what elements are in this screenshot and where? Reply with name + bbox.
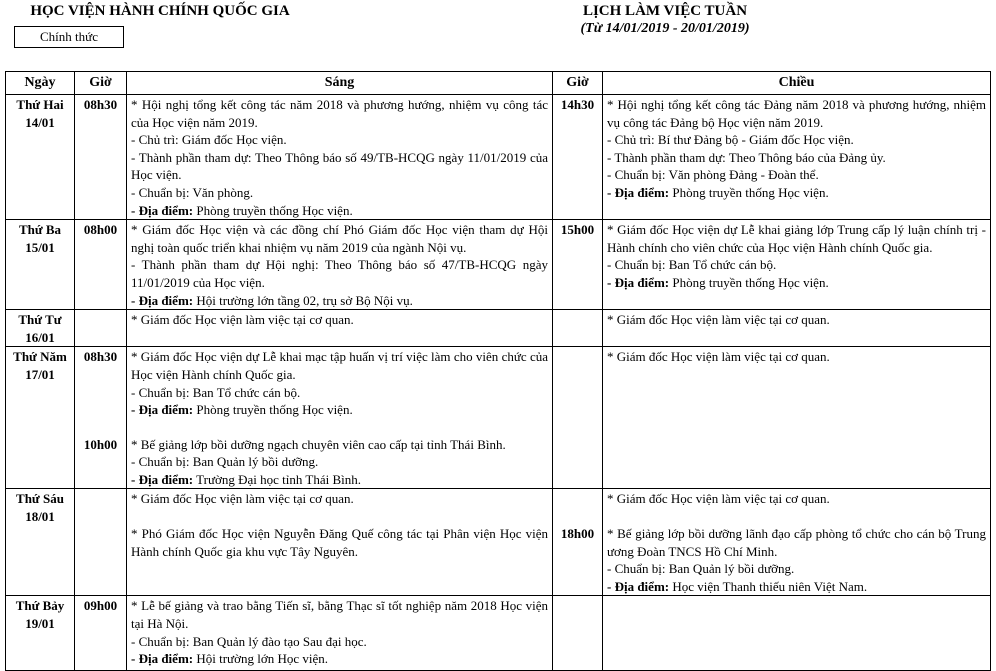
column-header-afternoon: Chiều xyxy=(603,72,991,95)
afternoon-cell xyxy=(603,489,991,596)
location-value: Phòng truyền thống Học viện. xyxy=(193,402,353,418)
status-badge: Chính thức xyxy=(14,26,124,48)
afternoon-cell xyxy=(603,220,991,310)
location-value: Hội trường lớn Học viện. xyxy=(193,651,328,667)
time-cell: 09h00 xyxy=(75,596,127,671)
event-location xyxy=(131,471,548,489)
day-date: 17/01 xyxy=(25,366,55,382)
spacer xyxy=(79,366,122,436)
day-name: Thứ Tư xyxy=(18,312,62,328)
event-title: * Giám đốc Học viện làm việc tại cơ quan. xyxy=(131,491,354,507)
afternoon-cell xyxy=(603,596,991,671)
day-name: Thứ Ba xyxy=(18,222,62,238)
event-location xyxy=(131,401,548,419)
event-detail: - Chuẩn bị: Ban Quản lý đào tạo Sau đại học. xyxy=(131,633,367,649)
spacer xyxy=(607,508,986,525)
morning-cell xyxy=(127,489,553,596)
time-value: 08h30 xyxy=(83,349,118,365)
event-location xyxy=(131,650,548,668)
spacer xyxy=(131,419,548,436)
location-label: - Địa điểm: xyxy=(131,402,194,418)
event-location xyxy=(607,184,986,202)
location-value: Phòng truyền thống Học viện. xyxy=(669,184,829,200)
event-title: * Giám đốc Học viện làm việc tại cơ quan. xyxy=(131,312,354,328)
location-value: Hội trường lớn tầng 02, trụ sở Bộ Nội vụ. xyxy=(193,292,413,308)
day-date: 14/01 xyxy=(25,114,55,130)
table-row xyxy=(6,310,991,347)
table-row xyxy=(6,489,991,596)
event-detail: - Thành phần tham dự: Theo Thông báo số 49/TB-HCQG ngày 11/01/2019 của Học viện. xyxy=(131,149,548,183)
day-date: 19/01 xyxy=(25,616,55,632)
time-cell xyxy=(553,596,603,671)
day-name: Thứ Năm xyxy=(13,349,67,365)
morning-cell xyxy=(127,310,553,347)
day-cell xyxy=(6,220,75,310)
morning-cell xyxy=(127,596,553,671)
event-location xyxy=(607,274,986,292)
event-detail: - Chuẩn bị: Ban Tổ chức cán bộ. xyxy=(607,257,777,273)
day-cell xyxy=(6,347,75,489)
event-detail: - Chuẩn bị: Ban Quản lý bồi dưỡng. xyxy=(607,561,795,577)
day-date: 16/01 xyxy=(25,329,55,345)
time-value: 10h00 xyxy=(83,436,118,452)
date-range: (Từ 14/01/2019 - 20/01/2019) xyxy=(580,21,750,36)
event-detail: - Chuẩn bị: Văn phòng Đảng - Đoàn thể. xyxy=(607,167,819,183)
table-row xyxy=(6,596,991,671)
event-title: * Giám đốc Học viện làm việc tại cơ quan. xyxy=(607,349,830,365)
time-cell xyxy=(553,489,603,596)
time-cell: 15h00 xyxy=(553,220,603,310)
column-header-time-afternoon: Giờ xyxy=(553,72,603,95)
time-cell xyxy=(75,489,127,596)
time-cell xyxy=(75,310,127,347)
day-name: Thứ Hai xyxy=(16,97,64,112)
event-detail: - Chủ trì: Bí thư Đảng bộ - Giám đốc Học viện. xyxy=(607,132,854,148)
day-date: 18/01 xyxy=(25,509,55,525)
time-cell xyxy=(553,347,603,489)
day-cell xyxy=(6,95,75,220)
time-cell: 08h30 xyxy=(75,95,127,220)
event-detail: - Chuẩn bị: Ban Tổ chức cán bộ. xyxy=(131,384,301,400)
document-title: LỊCH LÀM VIỆC TUẦN xyxy=(582,3,748,19)
afternoon-cell xyxy=(603,95,991,220)
time-cell xyxy=(553,310,603,347)
event-title: * Giám đốc Học viện và các đồng chí Phó Giám đốc Học viện tham dự Hội nghị toàn quốc triển khai nhiệm vụ năm 2019 của ngành Nội vụ. xyxy=(131,222,548,255)
event-location xyxy=(131,292,548,310)
event-title: * Giám đốc Học viện dự Lễ khai giảng lớp Trung cấp lý luận chính trị - Hành chính cho viên chức của Học viện Hành chính Quốc gia. xyxy=(607,222,986,255)
event-detail: - Chuẩn bị: Văn phòng. xyxy=(131,184,254,200)
day-name: Thứ Sáu xyxy=(16,491,64,507)
location-label: - Địa điểm: xyxy=(131,202,194,218)
location-label: - Địa điểm: xyxy=(131,471,194,487)
location-label: - Địa điểm: xyxy=(131,651,194,667)
event-title: * Giám đốc Học viện làm việc tại cơ quan. xyxy=(607,312,830,328)
event-location xyxy=(131,202,548,220)
event-detail: - Thành phần tham dự Hội nghị: Theo Thông báo số 47/TB-HCQG ngày 11/01/2019 của Học viện. xyxy=(131,257,548,290)
time-cell: 14h30 xyxy=(553,95,603,220)
morning-cell xyxy=(127,347,553,489)
event-detail: - Chủ trì: Giám đốc Học viện. xyxy=(131,132,287,148)
time-value: 18h00 xyxy=(560,526,595,542)
event-title: * Bế giảng lớp bồi dưỡng lãnh đạo cấp phòng tổ chức cho cán bộ Trung ương Đoàn TNCS Hồ Chí Minh. xyxy=(607,526,986,559)
morning-cell xyxy=(127,95,553,220)
table-row xyxy=(6,347,991,489)
schedule-table xyxy=(5,71,991,671)
day-date: 15/01 xyxy=(25,239,55,255)
column-header-time-morning: Giờ xyxy=(75,72,127,95)
day-cell xyxy=(6,596,75,671)
location-label: - Địa điểm: xyxy=(607,184,670,200)
location-value: Phòng truyền thống Học viện. xyxy=(669,274,829,290)
table-row xyxy=(6,220,991,310)
column-header-day: Ngày xyxy=(6,72,75,95)
column-header-morning: Sáng xyxy=(127,72,553,95)
location-label: - Địa điểm: xyxy=(607,274,670,290)
afternoon-cell xyxy=(603,310,991,347)
morning-cell xyxy=(127,220,553,310)
day-name: Thứ Bảy xyxy=(15,598,65,614)
time-cell: 08h00 xyxy=(75,220,127,310)
spacer xyxy=(131,508,548,525)
event-detail: - Chuẩn bị: Ban Quản lý bồi dưỡng. xyxy=(131,454,319,470)
event-title: * Phó Giám đốc Học viện Nguyễn Đăng Quế công tác tại Phân viện Học viện Hành chính Quốc gia khu vực Tây Nguyên. xyxy=(131,526,548,559)
table-header-row xyxy=(6,72,991,95)
day-cell xyxy=(6,310,75,347)
location-value: Phòng truyền thống Học viện. xyxy=(193,202,353,218)
event-title: * Hội nghị tổng kết công tác năm 2018 và phương hướng, nhiệm vụ công tác của Học viện năm 2019. xyxy=(131,97,548,130)
event-title: * Lễ bế giảng và trao bằng Tiến sĩ, bằng Thạc sĩ tốt nghiệp năm 2018 Học viện tại Hà Nội. xyxy=(131,598,548,632)
event-detail: - Thành phần tham dự: Theo Thông báo của Đảng ủy. xyxy=(607,149,886,165)
event-location xyxy=(607,578,986,596)
afternoon-cell xyxy=(603,347,991,489)
day-cell xyxy=(6,489,75,596)
time-cell xyxy=(75,347,127,489)
event-title: * Giám đốc Học viện dự Lễ khai mạc tập huấn vị trí việc làm cho viên chức của Học viện Hành chính Quốc gia. xyxy=(131,349,548,382)
location-label: - Địa điểm: xyxy=(131,292,194,308)
location-value: Học viện Thanh thiếu niên Việt Nam. xyxy=(669,578,868,594)
organization-name: HỌC VIỆN HÀNH CHÍNH QUỐC GIA xyxy=(30,3,290,19)
location-value: Trường Đại học tỉnh Thái Bình. xyxy=(193,471,361,487)
header-left xyxy=(10,3,310,20)
location-label: - Địa điểm: xyxy=(607,578,670,594)
event-title: * Giám đốc Học viện làm việc tại cơ quan. xyxy=(607,491,830,507)
event-title: * Bế giảng lớp bồi dưỡng ngạch chuyên viên cao cấp tại tỉnh Thái Bình. xyxy=(131,436,506,452)
spacer xyxy=(557,490,598,525)
event-title: * Hội nghị tổng kết công tác Đảng năm 2018 và phương hướng, nhiệm vụ công tác Đảng bộ Học viện năm 2019. xyxy=(607,97,986,130)
table-row xyxy=(6,95,991,220)
header-right xyxy=(520,3,810,37)
